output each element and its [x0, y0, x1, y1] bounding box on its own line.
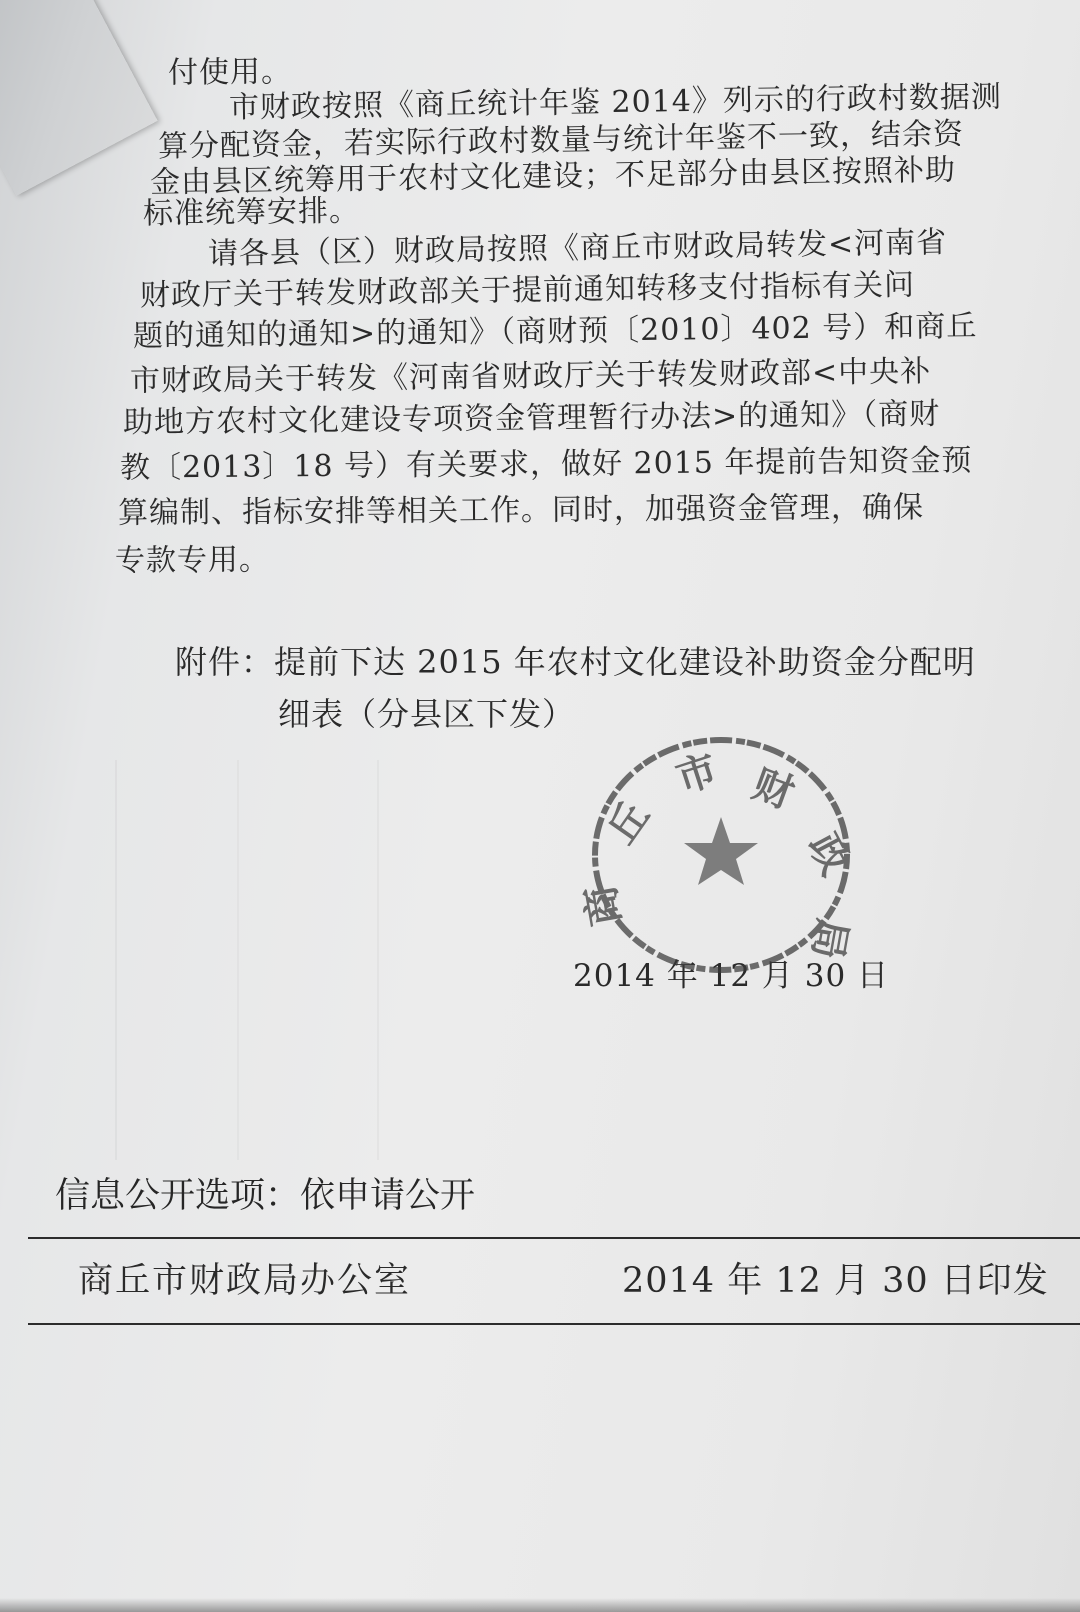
body-line: 专款专用。 [114, 542, 271, 579]
body-line: 金由县区统筹用于农村文化建设；不足部分由县区按照补助 [149, 152, 957, 201]
seal-char: 财 [746, 761, 800, 819]
issuing-office: 商丘市财政局办公室 [78, 1261, 412, 1301]
footer-rule-top [28, 1237, 1080, 1239]
body-line: 请各县（区）财政局按照《商丘市财政局转发<河南省 [207, 225, 948, 272]
body-line: 市财政按照《商丘统计年鉴 2014》列示的行政村数据测 [228, 79, 1003, 126]
official-seal [577, 735, 859, 975]
disclosure-option: 信息公开选项：依申请公开 [55, 1176, 476, 1216]
print-date: 2014 年 12 月 30 日印发 [622, 1261, 1049, 1301]
seal-char: 政 [799, 826, 859, 884]
footer-rule-bottom [28, 1323, 1080, 1325]
issue-date: 2014 年 12 月 30 日 [573, 958, 890, 994]
attachment-line: 附件：提前下达 2015 年农村文化建设补助资金分配明 [175, 643, 976, 681]
seal-char: 局 [803, 915, 856, 963]
body-line: 题的通知的通知>的通知》（商财预〔2010〕402 号）和商丘 [132, 308, 978, 355]
page-corner-curl [0, 0, 158, 196]
body-line: 付使用。 [167, 54, 293, 91]
body-line: 财政厅关于转发财政部关于提前通知转移支付指标有关问 [139, 267, 916, 314]
seal-char: 商 [577, 881, 630, 930]
body-line: 算分配资金，若实际行政村数量与统计年鉴不一致，结余资 [157, 116, 965, 165]
body-line: 教〔2013〕18 号）有关要求，做好 2015 年提前告知资金预 [119, 443, 973, 486]
seal-char: 丘 [598, 793, 660, 853]
page-edge-shadow [0, 1598, 1080, 1612]
show-through-table [115, 760, 379, 1160]
star-icon [684, 817, 758, 885]
body-line: 算编制、指标安排等相关工作。同时，加强资金管理，确保 [117, 490, 925, 531]
seal-char: 市 [670, 746, 724, 803]
attachment-line: 细表（分县区下发） [278, 695, 576, 733]
body-line: 市财政局关于转发《河南省财政厅关于转发财政部<中央补 [129, 354, 932, 399]
body-line: 助地方农村文化建设专项资金管理暂行办法>的通知》（商财 [122, 396, 941, 441]
body-line: 标准统筹安排。 [142, 193, 361, 232]
